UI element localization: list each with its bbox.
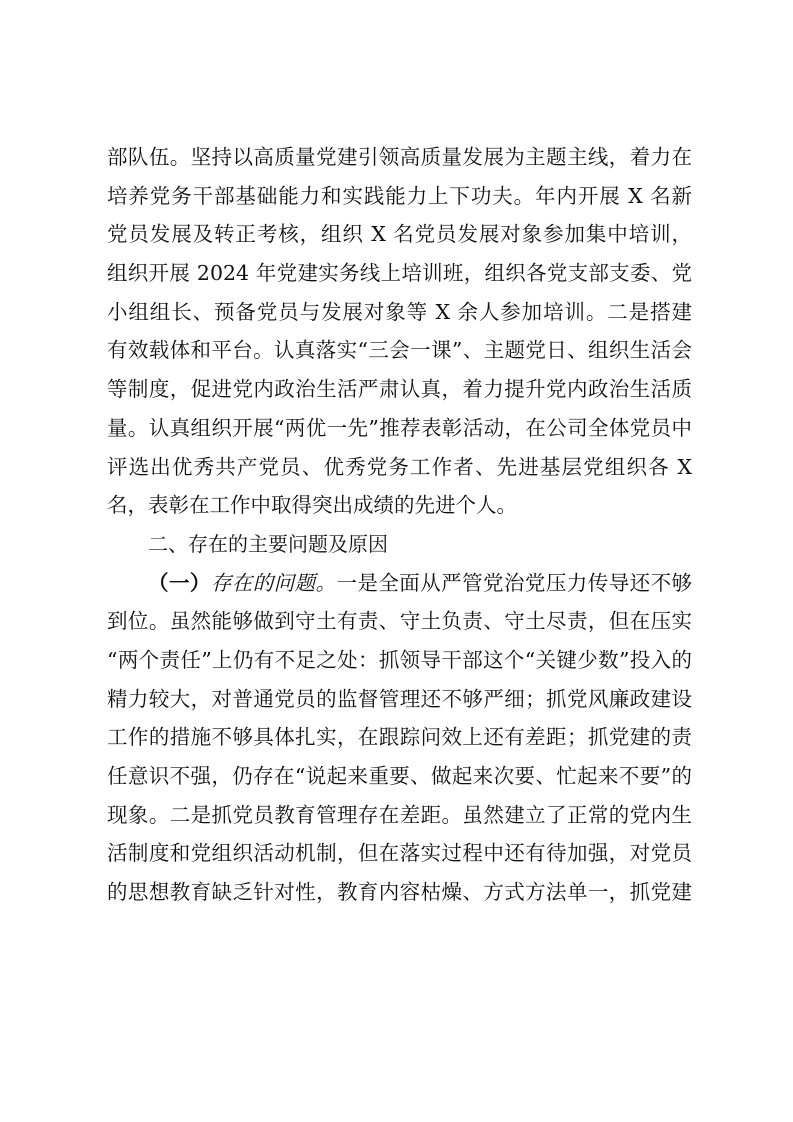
text-line: 评选出优秀共产党员、优秀党务工作者、先进基层党组织各 X: [107, 454, 692, 479]
paragraph-existing-problems: [107, 564, 692, 912]
text-line: 精力较大，对普通党员的监督管理还不够严细；抓党风廉政建设: [107, 686, 692, 711]
section-heading: 二、存在的主要问题及原因: [148, 531, 388, 556]
text-line-with-subheading: [107, 564, 692, 603]
text-line: 培养党务干部基础能力和实践能力上下功夫。年内开展 X 名新: [107, 183, 692, 208]
subheading-title: 存在的问题。: [210, 570, 337, 595]
text-line: 现象。二是抓党员教育管理存在差距。虽然建立了正常的党内生: [107, 802, 692, 827]
text-line: 的思想教育缺乏针对性，教育内容枯燥、方式方法单一，抓党建: [107, 880, 692, 905]
text-line: 任意识不强，仍存在“说起来重要、做起来次要、忙起来不要”的: [107, 764, 692, 788]
paragraph-party-building-work: [107, 138, 692, 525]
text-line: 部队伍。坚持以高质量党建引领高质量发展为主题主线，着力在: [107, 145, 692, 169]
text-line: 党员发展及转正考核，组织 X 名党员发展对象参加集中培训，: [107, 222, 692, 247]
text-line: 工作的措施不够具体扎实，在跟踪问效上还有差距；抓党建的责: [107, 725, 692, 750]
text-line: 量。认真组织开展“两优一先”推荐表彰活动，在公司全体党员中: [107, 415, 692, 440]
text-line: 名，表彰在工作中取得突出成绩的先进个人。: [107, 493, 517, 518]
text-line: 小组组长、预备党员与发展对象等 X 余人参加培训。二是搭建: [107, 299, 692, 324]
text-line: “两个责任”上仍有不足之处：抓领导干部这个“关键少数”投入的: [107, 647, 692, 672]
document-body: [107, 138, 692, 912]
text-run: 一是全面从严管党治党压力传导还不够: [336, 570, 692, 595]
text-line: 组织开展 2024 年党建实务线上培训班，组织各党支部支委、党: [107, 261, 692, 286]
text-line: 到位。虽然能够做到守土有责、守土负责、守土尽责，但在压实: [107, 609, 692, 634]
text-line: 等制度，促进党内政治生活严肃认真，着力提升党内政治生活质: [107, 377, 692, 402]
subheading-label: （一）: [148, 570, 211, 595]
text-line: 活制度和党组织活动机制，但在落实过程中还有待加强，对党员: [107, 841, 692, 866]
text-line: 有效载体和平台。认真落实“三会一课”、主题党日、组织生活会: [107, 338, 692, 363]
